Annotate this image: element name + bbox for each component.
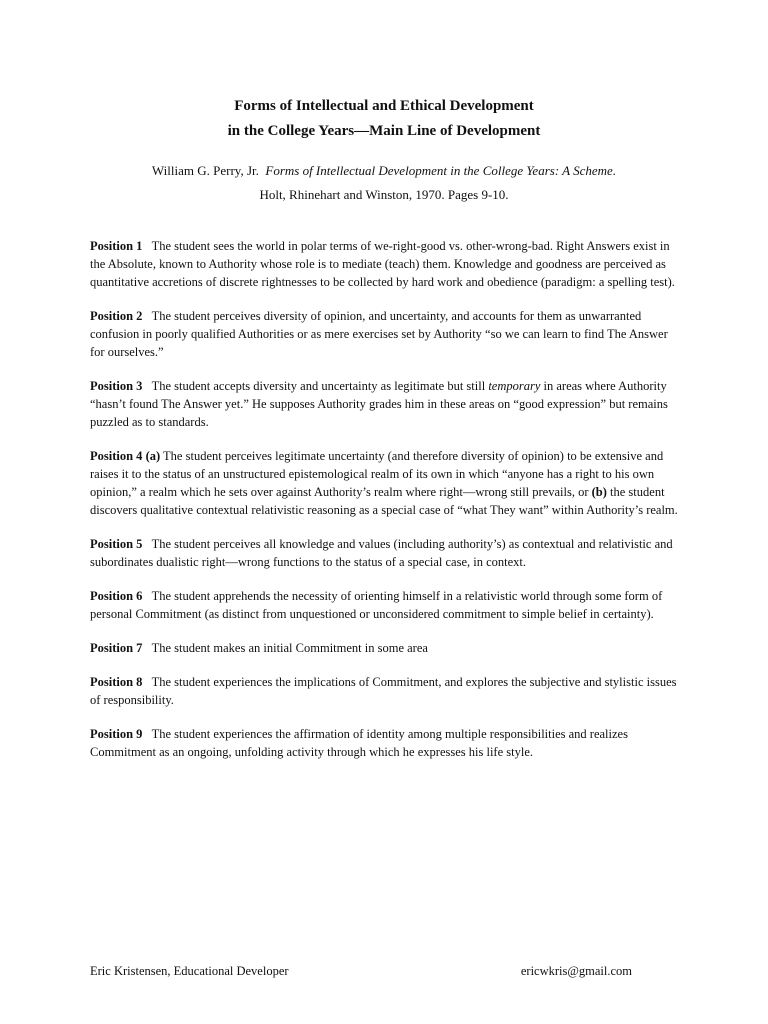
position-text-after: in areas where Authority “hasn’t found The Answer yet.” He supposes Authority grades him in these areas on “good expression” but remains puzzled as to standards. [90,379,668,429]
position-7 [90,639,682,657]
position-9 [90,725,682,761]
position-label: Position 8 [90,675,143,689]
position-label: Position 9 [90,727,143,741]
position-text-a: The student perceives legitimate uncertainty (and therefore diversity of opinion) to be extensive and raises it to the status of an unstructured epistemological realm of its own in which “anyone has a right to his own opinion,” a realm which he sets over against Authority’s realm where right—wrong still prevails, or [90,449,664,499]
position-3 [90,377,682,431]
position-text-b: the student discovers qualitative contextual relativistic reasoning as a special case of “what They want” within Authority’s realm. [90,485,678,517]
position-label: Position 4 [90,449,143,463]
footer-email: ericwkris@gmail.com [520,964,632,978]
document-title-line-2: in the College Years—Main Line of Development [227,123,541,139]
position-text: The student perceives diversity of opinion, and uncertainty, and accounts for them as unwarranted confusion in poorly qualified Authorities or as mere exercises set by Authority “so we can learn to find The Answer for ourselves.” [90,309,668,359]
position-6 [90,587,682,623]
position-text: The student perceives all knowledge and values (including authority’s) as contextual and relativistic and subordinates dualistic right—wrong functions to the status of a special case, in context. [90,537,673,569]
footer-author: Eric Kristensen, Educational Developer [90,964,289,978]
position-label: Position 5 [90,537,143,551]
position-marker-b: (b) [591,485,607,499]
position-1 [90,237,682,291]
position-4 [90,447,682,519]
position-text: The student experiences the affirmation of identity among multiple responsibilities and realizes Commitment as an ongoing, unfolding activity through which he expresses his life style. [90,727,628,759]
position-label: Position 6 [90,589,143,603]
position-label: Position 2 [90,309,143,323]
position-5 [90,535,682,571]
citation-author: William G. Perry, Jr. [151,163,259,178]
position-text: The student experiences the implications of Commitment, and explores the subjective and stylistic issues of responsibility. [90,675,677,707]
position-marker-a: (a) [145,449,161,463]
citation-line [0,162,768,180]
position-2 [90,307,682,361]
position-label: Position 1 [90,239,143,253]
position-label: Position 7 [90,641,143,655]
positions-list [90,237,682,777]
position-text: The student apprehends the necessity of orienting himself in a relativistic world through some form of personal Commitment (as distinct from unquestioned or unconsidered commitment to simple belief in certainty). [90,589,663,621]
position-text: The student sees the world in polar terms of we-right-good vs. other-wrong-bad. Right Answers exist in the Absolute, known to Authority whose role is to mediate (teach) them. Knowledge and goodness are perceived as quantitative accretions of discrete rightnesses to be collected by hard work and obedience (paradigm: a spelling test). [90,239,675,289]
citation-book-title: Forms of Intellectual Development in the College Years: A Scheme. [265,163,617,178]
position-label: Position 3 [90,379,143,393]
document-title-line-1: Forms of Intellectual and Ethical Development [234,98,534,114]
position-8 [90,673,682,709]
citation-publisher: Holt, Rhinehart and Winston, 1970. Pages 9-10. [259,187,509,202]
position-text: The student makes an initial Commitment in some area [151,641,428,655]
position-text-italic: temporary [488,379,541,393]
position-text-before: The student accepts diversity and uncertainty as legitimate but still [151,379,489,393]
